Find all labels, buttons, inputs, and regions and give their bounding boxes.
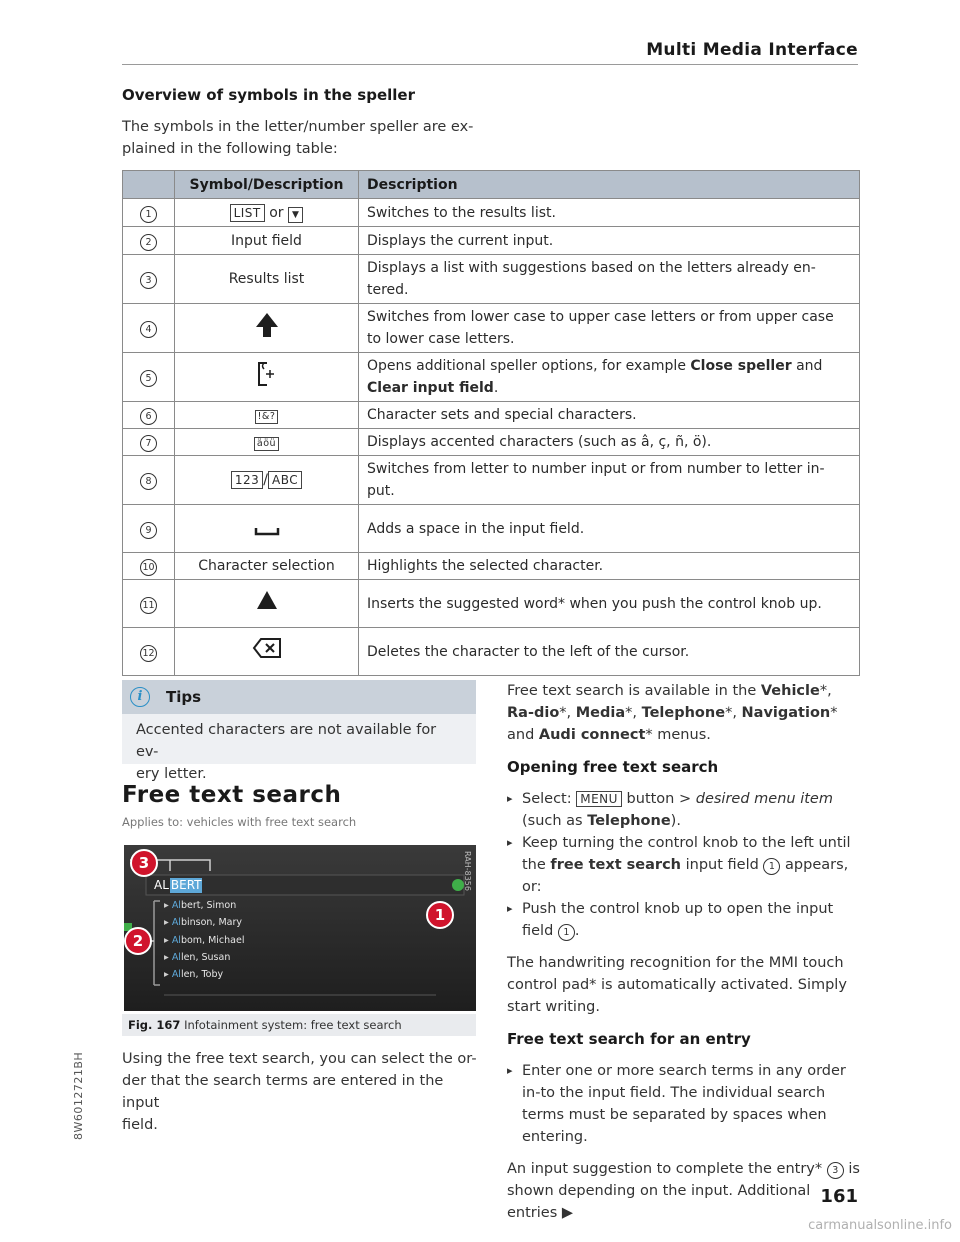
running-header-title: Multi Media Interface (646, 40, 858, 60)
callout-number: 5 (140, 370, 157, 387)
speller-options-icon (256, 360, 278, 388)
speller-symbols-table (122, 170, 860, 676)
table-row (123, 456, 860, 505)
page-number: 161 (820, 1186, 858, 1207)
callout-number: 3 (140, 272, 157, 289)
callout-number: 4 (140, 321, 157, 338)
applies-to-note: Applies to: vehicles with free text search (122, 815, 357, 829)
suggestion-paragraph: An input suggestion to complete the entry* 3 is shown depending on the input. Additional entries ▶ (507, 1161, 860, 1221)
list-item: ▸ Allen, Susan (164, 951, 231, 963)
description-cell: Highlights the selected character. (359, 553, 860, 580)
entry-heading: Free text search for an entry (507, 1030, 751, 1048)
symbol-cell (175, 402, 359, 429)
menu-key: MENU (576, 791, 622, 807)
figure-caption (122, 1014, 476, 1036)
or-text: or (269, 204, 284, 221)
numbers-key: 123 (231, 471, 263, 489)
symbol-cell (175, 628, 359, 676)
symbol-cell: 123 / ABC (175, 456, 359, 505)
special-chars-key: !&? (255, 410, 279, 424)
description-cell: Adds a space in the input field. (359, 505, 860, 553)
clear-input-field-term: Clear input field (367, 380, 494, 396)
list-item: ▸ Albert, Simon (164, 900, 237, 911)
dropdown-arrow-icon: ▼ (288, 207, 303, 223)
tips-label: Tips (166, 688, 202, 706)
description-cell: Character sets and special characters. (359, 402, 860, 429)
table-row (123, 353, 860, 402)
description-cell: Switches from letter to number input or from number to letter in-put. (359, 456, 860, 505)
symbol-cell: Results list (175, 255, 359, 304)
callout-number: 1 (140, 206, 157, 223)
table-row (123, 402, 860, 429)
info-icon: i (130, 687, 150, 707)
callout-3: 3 (138, 854, 150, 872)
table-row (123, 227, 860, 255)
intro-line-2: plained in the following table: (122, 141, 338, 157)
callout-2: 2 (132, 932, 144, 950)
step-select-menu: ▸ Select: MENU button > desired menu item (such as Telephone). (507, 788, 861, 832)
input-typed-text: AL (154, 878, 169, 892)
handwriting-paragraph: The handwriting recognition for the MMI touch control pad* is automatically activated. Simply start writing. (507, 955, 847, 1015)
section-heading: Overview of symbols in the speller (122, 86, 415, 104)
backspace-icon (252, 637, 282, 659)
free-text-search-title: Free text search (122, 782, 342, 808)
tips-text: Accented characters are not available for ev- ery letter. (136, 722, 437, 782)
callout-number: 6 (140, 408, 157, 425)
table-row (123, 553, 860, 580)
callout-number: 9 (140, 522, 157, 539)
description-cell: Opens additional speller options, for example Close speller and Clear input field. (359, 353, 860, 402)
callout-number: 10 (140, 559, 157, 576)
tips-header (122, 680, 476, 714)
step-push-knob: ▸ Push the control knob up to open the input field 1 . (507, 898, 861, 942)
step-turn-knob: ▸ Keep turning the control knob to the left until the free text search input field 1 appears, or: (507, 832, 861, 898)
table-header-description: Description (359, 171, 860, 199)
space-bar-icon (253, 512, 281, 538)
watermark: carmanualsonline.info (808, 1218, 952, 1233)
callout-number: 12 (140, 645, 157, 662)
description-cell: Displays a list with suggestions based on the letters already en-tered. (359, 255, 860, 304)
input-field (154, 878, 202, 893)
callout-1: 1 (434, 906, 446, 924)
accent-chars-key: äöü (254, 437, 279, 451)
description-cell: Deletes the character to the left of the cursor. (359, 628, 860, 676)
description-cell: Displays the current input. (359, 227, 860, 255)
table-row (123, 304, 860, 353)
table-row (123, 199, 860, 227)
right-column (507, 680, 861, 1234)
table-row (123, 628, 860, 676)
symbol-cell (175, 580, 359, 628)
intro-line-1: The symbols in the letter/number speller are ex- (122, 119, 474, 135)
list-item: ▸ Allen, Toby (164, 969, 224, 981)
header-divider (122, 64, 858, 65)
callout-number: 3 (827, 1162, 844, 1179)
list-item: ▸ Albinson, Mary (164, 917, 243, 929)
list-key: LIST (230, 204, 265, 222)
figure-free-text-search (124, 845, 476, 1011)
table-header-number (123, 171, 175, 199)
figure-code: RAH-8356 (463, 851, 472, 891)
description-cell: Displays accented characters (such as â, ç, ñ, ö). (359, 429, 860, 456)
triangle-up-icon (255, 589, 279, 611)
description-cell: Switches from lower case to upper case letters or from upper case to lower case letters. (359, 304, 860, 353)
step-enter-terms: ▸ Enter one or more search terms in any order in-to the input field. The individual search terms must be separated by spaces when entering. (507, 1060, 861, 1148)
free-text-intro: Using the free text search, you can select the or- der that the search terms are entered in the input field. (122, 1051, 477, 1133)
callout-number: 1 (763, 858, 780, 875)
callout-number: 1 (558, 924, 575, 941)
input-suggestion-text: BERT (170, 878, 202, 892)
results-list (164, 897, 244, 983)
callout-number: 11 (140, 597, 157, 614)
symbol-cell (175, 429, 359, 456)
symbol-cell: Character selection (175, 553, 359, 580)
shift-arrow-icon (255, 311, 279, 339)
symbol-cell (175, 304, 359, 353)
callout-number: 8 (140, 473, 157, 490)
list-item: ▸ Albom, Michael (164, 934, 245, 946)
description-cell: Switches to the results list. (359, 199, 860, 227)
description-cell: Inserts the suggested word* when you push the control knob up. (359, 580, 860, 628)
callout-number: 7 (140, 435, 157, 452)
figure-caption-text: Infotainment system: free text search (184, 1018, 402, 1032)
callout-number: 2 (140, 234, 157, 251)
continue-arrow-icon: ▶ (561, 1205, 574, 1221)
symbol-cell (175, 505, 359, 553)
opening-heading: Opening free text search (507, 758, 719, 776)
table-row (123, 580, 860, 628)
tips-box (122, 680, 476, 782)
availability-paragraph: Free text search is available in the Vehicle*, Ra-dio*, Media*, Telephone*, Navigation* and Audi connect* menus. (507, 683, 838, 743)
table-header-row (123, 171, 860, 199)
symbol-cell: Input field (175, 227, 359, 255)
letters-key: ABC (268, 471, 302, 489)
table-row (123, 429, 860, 456)
table-row (123, 255, 860, 304)
section-intro (122, 116, 482, 160)
symbol-cell (175, 353, 359, 402)
symbol-cell (175, 199, 359, 227)
table-row (123, 505, 860, 553)
document-code: 8W6012721BH (72, 1051, 85, 1140)
close-speller-term: Close speller (690, 358, 792, 374)
figure-label: Fig. 167 (128, 1018, 181, 1032)
table-header-symbol: Symbol/Description (175, 171, 359, 199)
